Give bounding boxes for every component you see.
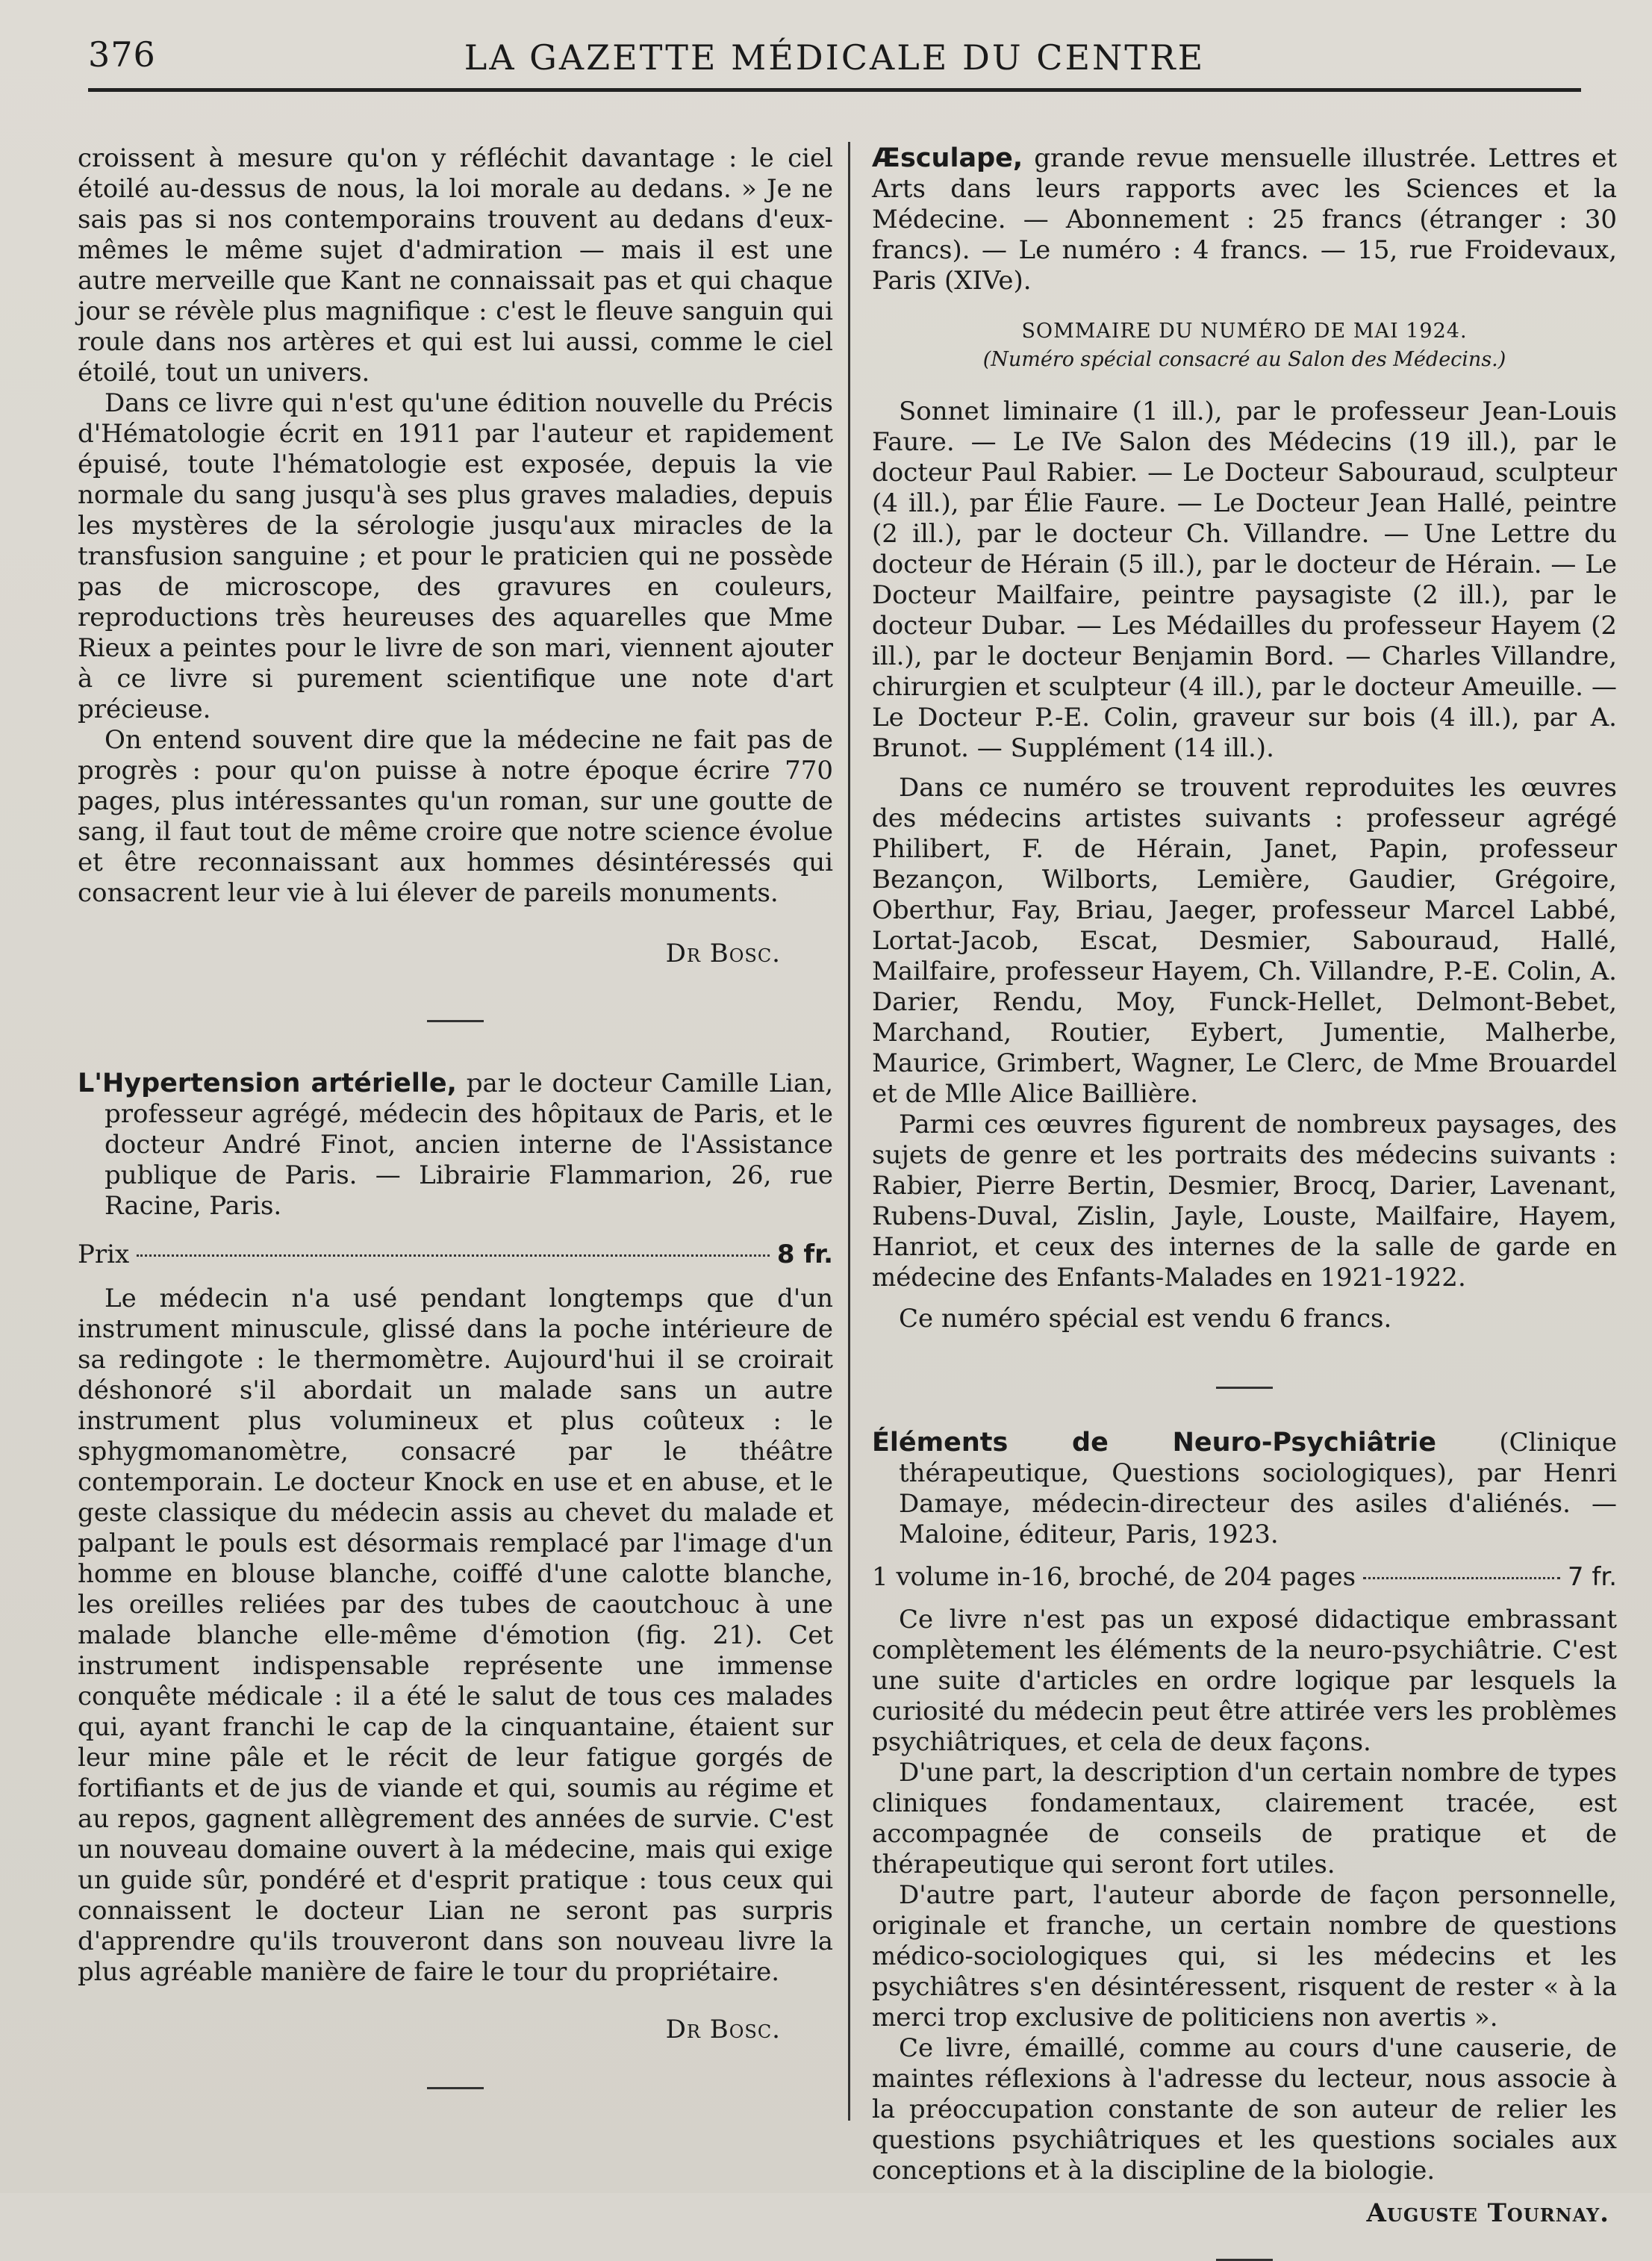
neuro-title: Éléments de Neuro-Psychiâtrie: [872, 1428, 1437, 1458]
neuro-price-label: 1 volume in-16, broché, de 204 pages: [872, 1562, 1356, 1592]
separator-rule-bottom: [427, 2087, 484, 2089]
neuro-paragraph-4: Ce livre, émaillé, comme au cours d'une causerie, de maintes réflexions à l'adresse du lecteur, nous associe à la préoccupation constante de son auteur de relier les questions psychiâtriques et les questions sociales aux conceptions et à la discipline de la biologie.: [872, 2033, 1617, 2186]
separator-rule-right: [1216, 1387, 1273, 1389]
aesculape-title: Æsculape,: [872, 143, 1023, 173]
neuro-byline: (Clinique thérapeutique, Questions sociologiques), par Henri Damaye, médecin-directeur des asiles d'aliénés. — Maloine, éditeur, Paris, 1923.: [899, 1428, 1617, 1549]
signature-bosc-2: Dr Bosc.: [665, 2015, 781, 2044]
sommaire-subtitle: (Numéro spécial consacré au Salon des Médecins.): [982, 348, 1506, 371]
progress-paragraph: On entend souvent dire que la médecine ne fait pas de progrès : pour qu'on puisse à notre époque écrire 770 pages, plus intéressantes qu'un roman, sur une goutte de sang, il faut tout de même croire que notre science évolue et être reconnaissant aux hommes désintéressés qui consacrent leur vie à lui élever de pareils monuments.: [78, 725, 833, 908]
neuro-paragraph-3: D'autre part, l'auteur aborde de façon personnelle, originale et franche, un certain nombre de questions médico-sociologiques qui, si les médecins et les psychiâtres s'en désintéressent, risquent de rester « à la merci trop exclusive de politiciens non avertis ».: [872, 1880, 1617, 2033]
price-value: 8 fr.: [776, 1240, 833, 1269]
sommaire-title: SOMMAIRE DU NUMÉRO DE MAI 1924.: [1021, 320, 1468, 343]
right-column: [872, 143, 1617, 2261]
sommaire-paragraph: Sonnet liminaire (1 ill.), par le professeur Jean-Louis Faure. — Le IVe Salon des Médecins (19 ill.), par le docteur Paul Rabier. — Le Docteur Sabouraud, sculpteur (4 ill.), par Élie Faure. — Le Docteur Jean Hallé, peintre (2 ill.), par le docteur Ch. Villandre. — Une Lettre du docteur de Hérain (5 ill.), par le docteur de Hérain. — Le Docteur Mailfaire, peintre paysagiste (2 ill.), par le docteur Dubar. — Les Médailles du professeur Hayem (2 ill.), par le docteur Benjamin Bord. — Charles Villandre, chirurgien et sculpteur (4 ill.), par le docteur Ameuille. — Le Docteur P.-E. Colin, graveur sur bois (4 ill.), par A. Brunot. — Supplément (14 ill.).: [872, 396, 1617, 763]
neuro-price-row: [872, 1562, 1617, 1593]
hypertension-title: L'Hypertension artérielle,: [78, 1069, 457, 1098]
neuro-price-leader-dots: [1363, 1577, 1560, 1579]
hypertension-byline: par le docteur Camille Lian, professeur agrégé, médecin des hôpitaux de Paris, et le docteur André Finot, ancien interne de l'Assistance publique de Paris. — Librairie Flammarion, 26, rue Racine, Paris.: [105, 1069, 834, 1221]
header-rule: [88, 88, 1581, 92]
hypertension-review-paragraph: Le médecin n'a usé pendant longtemps que d'un instrument minuscule, glissé dans la poche intérieure de sa redingote : le thermomètre. Aujourd'hui il se croirait déshonoré s'il abordait un malade sans un autre instrument plus volumineux et plus coûteux : le sphygmomanomètre, consacré par le théâtre contemporain. Le docteur Knock en use et en abuse, et le geste classique du médecin assis au chevet du malade et palpant le pouls est désormais remplacé par l'image d'un homme en blouse blanche, coiffé d'une calotte blanche, les oreilles reliées par des tubes de caoutchouc à une malade blanche elle-même d'émotion (fig. 21). Cet instrument indispensable représente une immense conquête médicale : il a été le salut de tous ces malades qui, ayant franchi le cap de la cinquantaine, étaient sur leur mine pâle et le récit de leur fatigue gorgés de fortifiants et de jus de viande et qui, soumis au régime et au repos, gagnent allègrement des années de survie. C'est un nouveau domaine ouvert à la médecine, mais qui exige un guide sûr, pondéré et d'esprit pratique : tous ceux qui connaissent le docteur Lian ne seront pas surpris d'apprendre qu'ils trouveront dans son nouveau livre la plus agréable manière de faire le tour du propriétaire.: [78, 1284, 833, 1987]
hypertension-price-row: [78, 1240, 833, 1270]
hematology-paragraph: Dans ce livre qui n'est qu'une édition nouvelle du Précis d'Hématologie écrit en 1911 par l'auteur et rapidement épuisé, toute l'hématologie est exposée, depuis la vie normale du sang jusqu'à ses plus graves maladies, depuis les mystères de la sérologie jusqu'aux miracles de la transfusion sanguine ; et pour le praticien qui ne possède pas de microscope, des gravures en couleurs, reproductions très heureuses des aquarelles que Mme Rieux a peintes pour le livre de son mari, viennent ajouter à ce livre si purement scientifique une note d'art précieuse.: [78, 388, 833, 724]
sold-line: Ce numéro spécial est vendu 6 francs.: [899, 1304, 1392, 1334]
aesculape-text: grande revue mensuelle illustrée. Lettres et Arts dans leurs rapports avec les Sciences et la Médecine. — Abonnement : 25 francs (étranger : 30 francs). — Le numéro : 4 francs. — 15, rue Froidevaux, Paris (XIVe).: [872, 143, 1617, 296]
hypertension-review-header: [78, 1069, 833, 1222]
price-label: Prix: [78, 1240, 130, 1269]
column-divider: [848, 142, 850, 2121]
neuro-price-value: 7 fr.: [1567, 1562, 1617, 1592]
portraits-paragraph: Parmi ces œuvres figurent de nombreux paysages, des sujets de genre et les portraits des médecins suivants : Rabier, Pierre Bertin, Desmier, Brocq, Darier, Lavenant, Rubens-Duval, Zislin, Jayle, Louste, Mailfaire, Hayem, Hanriot, et ceux des internes de la salle de garde en médecine des Enfants-Malades en 1921-1922.: [872, 1110, 1617, 1293]
neuro-paragraph-2: D'une part, la description d'un certain nombre de types cliniques fondamentaux, clairement tracée, est accompagnée de conseils de pratique et de thérapeutique qui seront fort utiles.: [872, 1758, 1617, 1879]
separator-rule: [427, 1020, 484, 1022]
artists-paragraph: Dans ce numéro se trouvent reproduites les œuvres des médecins artistes suivants : professeur agrégé Philibert, F. de Hérain, Janet, Papin, professeur Bezançon, Wilborts, Lemière, Gaudier, Grégoire, Oberthur, Fay, Briau, Jaeger, professeur Marcel Labbé, Lortat-Jacob, Escat, Desmier, Sabouraud, Hallé, Mailfaire, professeur Hayem, Ch. Villandre, P.-E. Colin, A. Darier, Rendu, Moy, Funck-Hellet, Delmont-Bebet, Marchand, Routier, Eybert, Jumentie, Malherbe, Maurice, Grimbert, Wagner, Le Clerc, de Mme Brouardel et de Mlle Alice Baillière.: [872, 773, 1617, 1109]
neuro-review-header: [872, 1428, 1617, 1550]
aesculape-notice: [872, 143, 1617, 296]
journal-title: LA GAZETTE MÉDICALE DU CENTRE: [464, 37, 1206, 78]
signature-bosc-1: Dr Bosc.: [665, 939, 781, 968]
kant-paragraph-1: croissent à mesure qu'on y réfléchit davantage : le ciel étoilé au-dessus de nous, la loi morale au dedans. » Je ne sais pas si nos contemporains trouvent au dedans d'eux-mêmes le même sujet d'admiration — mais il est une autre merveille que Kant ne connaissait pas et qui chaque jour se révèle plus magnifique : c'est le fleuve sanguin qui roule dans nos artères et qui est lui aussi, comme le ciel étoilé, tout un univers.: [78, 143, 833, 388]
neuro-paragraph-1: Ce livre n'est pas un exposé didactique embrassant complètement les éléments de la neuro-psychiâtrie. C'est une suite d'articles en ordre logique par lesquels la curiosité du médecin peut être attirée vers les problèmes psychiâtriques, et cela de deux façons.: [872, 1605, 1617, 1757]
page-number: 376: [88, 34, 156, 75]
price-leader-dots: [137, 1254, 770, 1257]
page-header: [88, 30, 1581, 88]
signature-tournay: Auguste Tournay.: [1366, 2198, 1609, 2228]
left-column: [78, 143, 833, 2089]
